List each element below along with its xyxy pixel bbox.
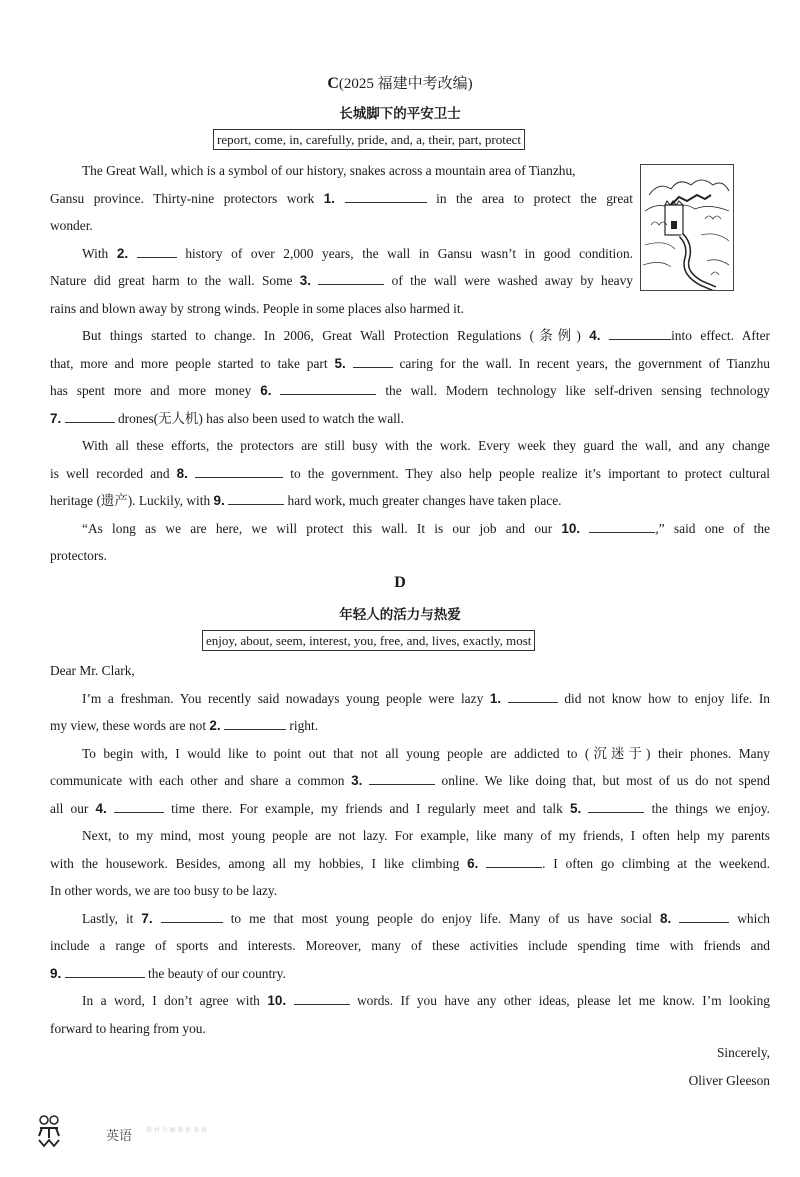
answer-blank-c8[interactable] — [195, 465, 283, 478]
passage-line: rains and blown away by strong winds. People in some places also harmed it. — [50, 300, 464, 316]
blank-number: 10. — [267, 993, 287, 1008]
publisher-logo-icon — [36, 1114, 62, 1148]
blank-number: 4. — [95, 800, 107, 816]
blank-number: 6. — [260, 383, 272, 398]
blank-number: 10. — [561, 520, 581, 536]
blank-number: 3. — [351, 773, 363, 788]
passage-line: forward to hearing from you. — [50, 1020, 206, 1036]
passage-line: all our 4. time there. For example, my friends and I regularly meet and talk 5. the things we enjoy. — [50, 800, 770, 816]
blank-number: 4. — [589, 328, 601, 343]
answer-blank-c10[interactable] — [589, 520, 655, 533]
section-d-subtitle: 年轻人的活力与热爱 — [339, 607, 461, 623]
answer-blank-c7[interactable] — [65, 410, 115, 423]
passage-line: Gansu province. Thirty-nine protectors work 1. in the area to protect the great — [50, 190, 633, 206]
passage-line: has spent more and more money 6. the wall. Modern technology like self-driven sensing technology — [50, 383, 770, 398]
publisher-logo — [36, 1114, 62, 1148]
answer-blank-d9[interactable] — [65, 965, 145, 978]
passage-line: In other words, we are too busy to be lazy. — [50, 883, 278, 898]
answer-blank-d1[interactable] — [508, 690, 558, 703]
answer-blank-d3[interactable] — [369, 772, 435, 785]
blank-number: 8. — [659, 910, 672, 926]
passage-line: But things started to change. In 2006, Great Wall Protection Regulations (条例) 4. into effect. After — [82, 328, 770, 343]
passage-line: I’m a freshman. You recently said nowadays young people were lazy 1. did not know how to enjoy life. In — [82, 690, 770, 706]
section-d-letter — [50, 657, 770, 1042]
section-c-word-box: report, come, in, carefully, pride, and, a, their, part, protect — [213, 129, 525, 150]
section-c-passage-cont — [50, 322, 770, 570]
answer-blank-d8[interactable] — [679, 910, 729, 923]
passage-line: wonder. — [50, 218, 93, 233]
blank-number: 5. — [570, 800, 582, 816]
passage-line: communicate with each other and share a common 3. online. We like doing that, but most of us do not spend — [50, 773, 770, 788]
answer-blank-c6[interactable] — [280, 382, 376, 395]
answer-blank-d7[interactable] — [161, 910, 223, 923]
passage-line: 7. drones(无人机) has also been used to watch the wall. — [50, 410, 404, 426]
section-c-title: C(2025 福建中考改编) — [327, 75, 473, 92]
great-wall-icon — [641, 165, 733, 290]
passage-line: The Great Wall, which is a symbol of our history, snakes across a mountain area of Tianzhu, — [82, 163, 576, 178]
answer-blank-c3[interactable] — [318, 272, 384, 285]
footer-watermark: 教 材 全 解 精 析 多 练 — [146, 1127, 208, 1134]
section-d-word-box: enjoy, about, seem, interest, you, free, and, lives, exactly, most — [202, 630, 535, 651]
great-wall-illustration — [640, 164, 734, 291]
blank-number: 6. — [467, 855, 479, 871]
blank-number: 7. — [141, 910, 153, 926]
passage-line: To begin with, I would like to point out that not all young people are addicted to (沉迷于) their phones. Many — [82, 745, 770, 761]
answer-blank-d4[interactable] — [114, 800, 164, 813]
passage-line: “As long as we are here, we will protect this wall. It is our job and our 10. ,” said one of the — [82, 520, 770, 536]
passage-line: with the housework. Besides, among all my hobbies, I like climbing 6. . I often go climbing at the weekend. — [50, 855, 770, 871]
blank-number: 7. — [50, 410, 62, 426]
blank-number: 5. — [334, 355, 346, 371]
passage-line: With 2. history of over 2,000 years, the wall in Gansu wasn’t in good condition. — [82, 245, 633, 261]
answer-blank-d5[interactable] — [588, 800, 644, 813]
passage-line: With all these efforts, the protectors are still busy with the work. Every week they guard the wall, and any change — [82, 438, 770, 453]
passage-line: In a word, I don’t agree with 10. words. If you have any other ideas, please let me know. I’m looking — [82, 993, 770, 1008]
footer-subject: 英语 — [106, 1129, 133, 1144]
blank-number: 9. — [213, 493, 225, 508]
letter-signature: Oliver Gleeson — [688, 1073, 770, 1088]
blank-number: 2. — [209, 718, 221, 733]
section-c-passage — [50, 157, 633, 322]
blank-number: 8. — [176, 465, 188, 481]
passage-line: protectors. — [50, 548, 107, 563]
answer-blank-c9[interactable] — [228, 492, 284, 505]
answer-blank-d6[interactable] — [486, 855, 542, 868]
blank-number: 3. — [299, 273, 312, 288]
answer-blank-d2[interactable] — [224, 717, 286, 730]
passage-line: heritage (遗产). Luckily, with 9. hard work, much greater changes have taken place. — [50, 493, 562, 508]
answer-blank-c2[interactable] — [137, 245, 177, 258]
blank-number: 2. — [116, 245, 129, 261]
passage-line: my view, these words are not 2. right. — [50, 718, 319, 733]
letter-closing: Sincerely, — [716, 1045, 770, 1060]
passage-line: Lastly, it 7. to me that most young people do enjoy life. Many of us have social 8. which — [82, 910, 770, 926]
letter-greeting: Dear Mr. Clark, — [50, 663, 135, 678]
section-c-subtitle: 长城脚下的平安卫士 — [339, 106, 461, 122]
answer-blank-c4[interactable] — [609, 327, 671, 340]
answer-blank-c1[interactable] — [345, 190, 427, 203]
passage-line: 9. the beauty of our country. — [50, 965, 286, 981]
section-d-title: D — [394, 574, 406, 591]
passage-line: Nature did great harm to the wall. Some 3. of the wall were washed away by heavy — [50, 273, 634, 288]
blank-number: 1. — [489, 690, 502, 706]
passage-line: that, more and more people started to take part 5. caring for the wall. In recent years, the government of Tianzhu — [50, 355, 771, 371]
blank-number: 1. — [323, 190, 336, 206]
passage-line: Next, to my mind, most young people are not lazy. For example, like many of my friends, I often help my parents — [82, 828, 770, 843]
blank-number: 9. — [50, 965, 62, 981]
answer-blank-d10[interactable] — [294, 992, 350, 1005]
passage-line: include a range of sports and interests. Moreover, many of these activities include spending time with friends and — [50, 938, 770, 953]
answer-blank-c5[interactable] — [353, 355, 393, 368]
passage-line: is well recorded and 8. to the government. They also help people realize it’s important to protect cultural — [50, 465, 770, 481]
